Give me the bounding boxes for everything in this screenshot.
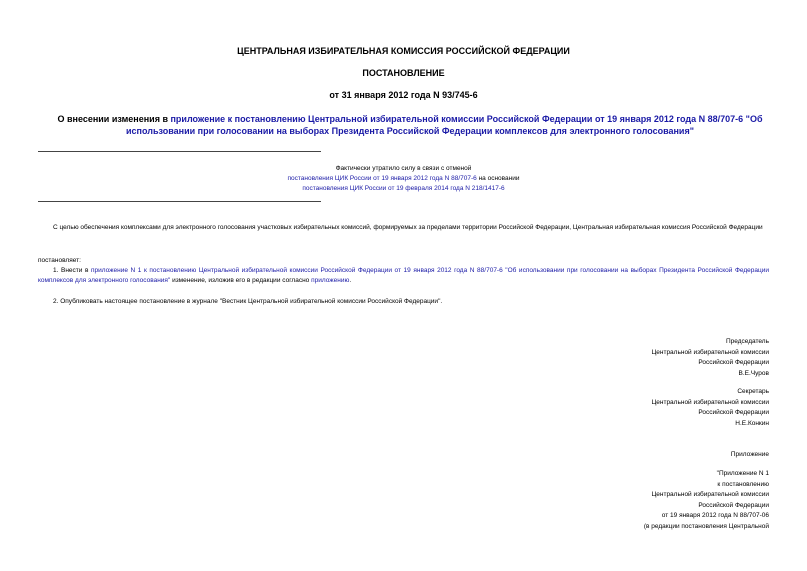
appendix-line: (в редакции постановления Центральной (643, 522, 769, 530)
document-date-number: от 31 января 2012 года N 93/745-6 (329, 90, 478, 100)
preamble-paragraph: С целью обеспечения комплексами для электронного голосования участковых избирательных комиссий, формируемых за пределами территории Российской Федерации, Центральная избирательная комиссия Российской Федерации (53, 224, 763, 231)
chair-role: Председатель (725, 338, 769, 345)
title-link[interactable]: приложение к постановлению Центральной избирательной комиссии Российской Федерации от 19 января 2012 года N 88/707-6 "Об использовании при голосовании на выборах Президента Российской Федерации комплексов для электронного голосования" (126, 114, 763, 136)
appendix-header (509, 469, 769, 532)
appendix-line: к постановлению (717, 480, 769, 488)
appendix-link[interactable]: приложению (311, 277, 350, 284)
title-prefix: О внесении изменения в (57, 114, 171, 124)
divider-top (38, 151, 321, 152)
signature-secretary (509, 387, 769, 429)
appendix-line: "Приложение N 1 (716, 470, 769, 477)
chair-org1: Центральной избирательной комиссии (651, 348, 769, 356)
item-1-paragraph: 1. Внести в приложение N 1 к постановлению Центральной избирательной комиссии Российской Федерации от 19 января 2012 года N 88/707-6 "Об использовании при голосовании на выборах Президента Российской Федерации комплексов для электронного голосования" изменение, изложив его в редакции согласно приложению. (38, 267, 769, 284)
appendix-line: Центральной избирательной комиссии (651, 491, 769, 498)
appendix-1-link[interactable]: приложение N 1 к постановлению Центральной избирательной комиссии Российской Федерации от 19 января 2012 года N 88/707-6 "Об использовании при голосовании на выборах Президента Российской Федерации комплексов для электронного голосования" (38, 267, 769, 284)
divider-bottom (38, 201, 321, 202)
organization-title: ЦЕНТРАЛЬНАЯ ИЗБИРАТЕЛЬНАЯ КОМИССИЯ РОССИЙСКОЙ ФЕДЕРАЦИИ (237, 46, 570, 56)
decides-label: постановляет: (38, 257, 81, 264)
status-note-link2[interactable]: постановления ЦИК России от 19 февраля 2014 года N 218/1417-6 (302, 185, 505, 192)
appendix-line: Российской Федерации (698, 501, 769, 509)
status-note-line2: постановления ЦИК России от 19 января 2012 года N 88/707-6 на основании (287, 175, 520, 182)
document-type: ПОСТАНОВЛЕНИЕ (362, 68, 445, 78)
document-title (50, 113, 770, 137)
appendix-label: Приложение (730, 451, 769, 458)
signature-chair (509, 337, 769, 379)
appendix-line: от 19 января 2012 года N 88/707-06 (661, 512, 769, 519)
chair-name: В.Е.Чуров (738, 369, 769, 377)
secretary-name: Н.Е.Конкин (735, 419, 769, 427)
status-note-line3 (0, 184, 807, 194)
secretary-role: Секретарь (737, 388, 769, 395)
item-2-paragraph: 2. Опубликовать настоящее постановление в журнале "Вестник Центральной избирательной комиссии Российской Федерации". (53, 298, 443, 305)
secretary-org1: Центральной избирательной комиссии (651, 398, 769, 406)
chair-org2: Российской Федерации (698, 359, 769, 366)
status-note (0, 164, 807, 194)
status-note-line1: Фактически утратило силу в связи с отменой (335, 165, 472, 172)
secretary-org2: Российской Федерации (698, 409, 769, 416)
status-note-link1[interactable]: постановления ЦИК России от 19 января 2012 года N 88/707-6 (287, 175, 477, 182)
